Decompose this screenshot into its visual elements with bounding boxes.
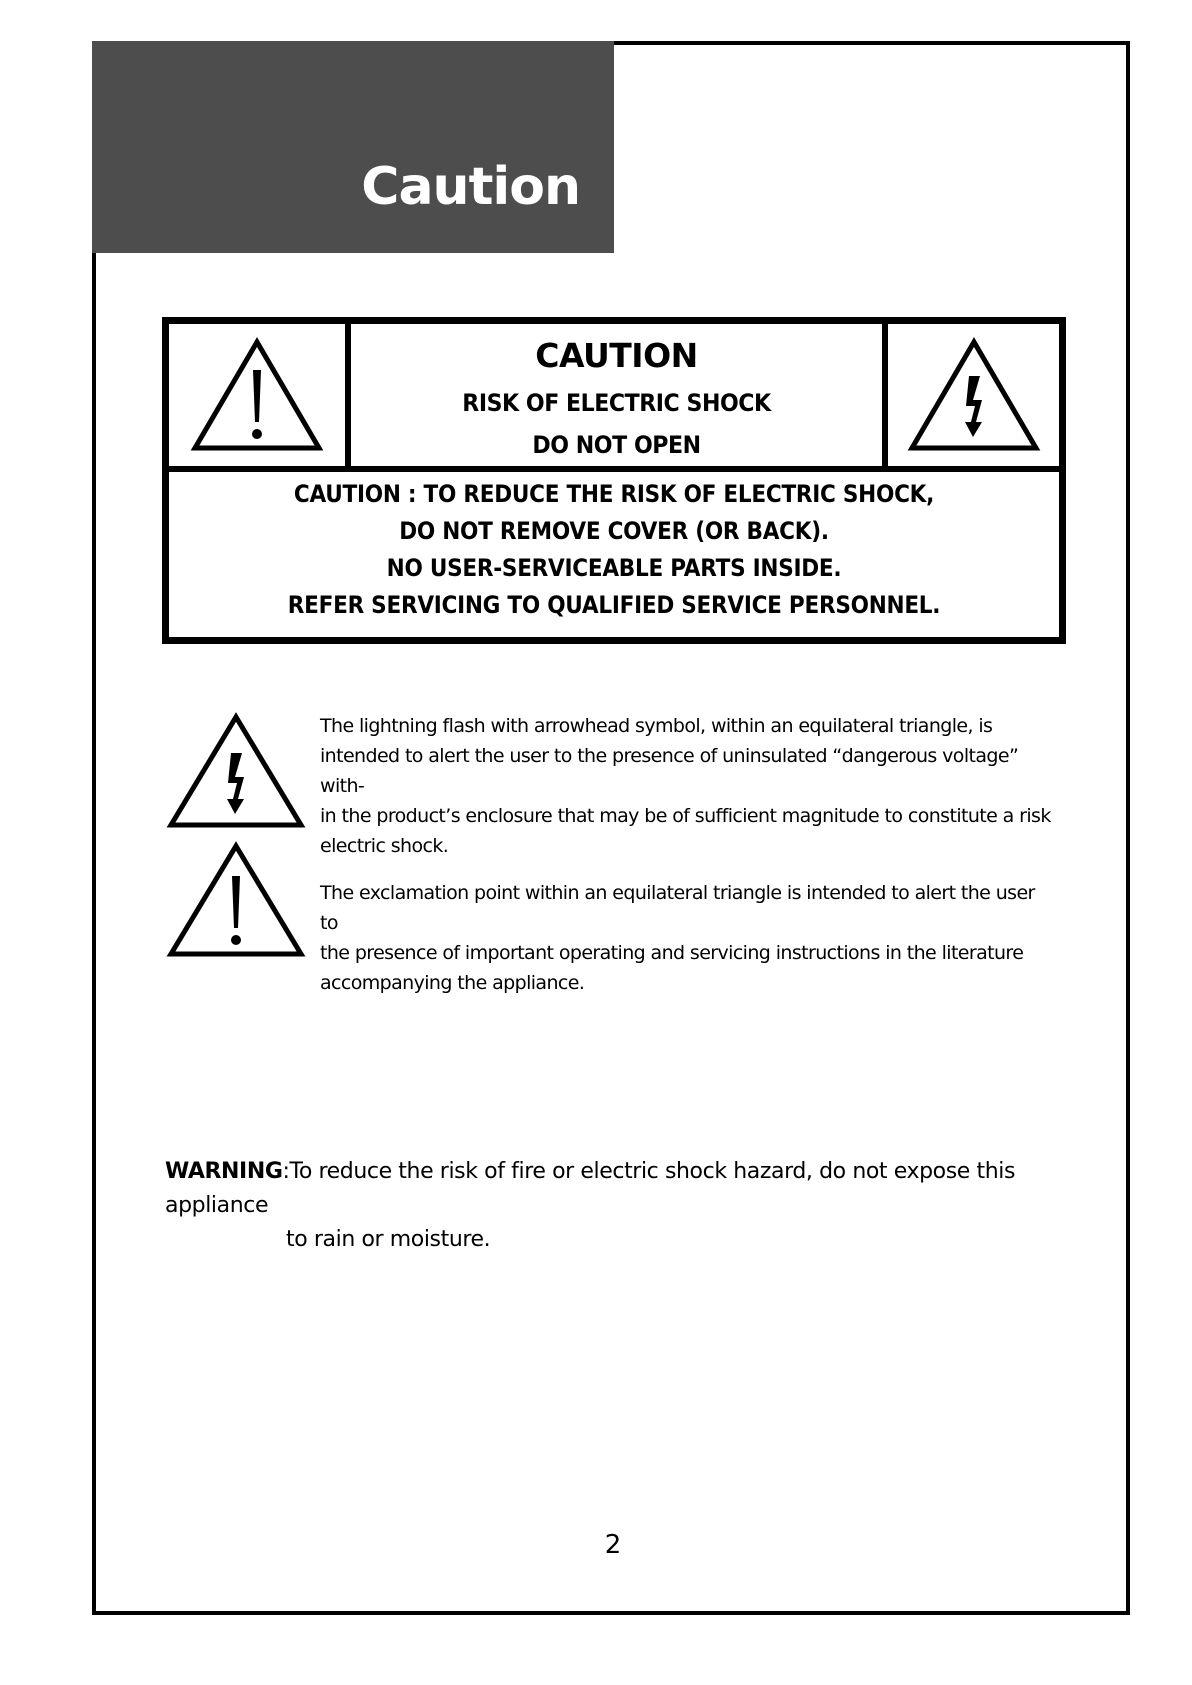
caution-label-instructions — [169, 472, 1059, 637]
caution-instruction-line: DO NOT REMOVE COVER (OR BACK). — [399, 517, 829, 545]
exclamation-warning-icon — [189, 336, 325, 454]
caution-instruction-line: CAUTION : TO REDUCE THE RISK OF ELECTRIC SHOCK, — [293, 480, 935, 508]
caution-instruction-line: NO USER-SERVICEABLE PARTS INSIDE. — [386, 554, 842, 582]
text-line: in the product’s enclosure that may be of sufficient magnitude to constitute a risk — [320, 805, 1051, 827]
exclamation-symbol-explanation — [162, 840, 1062, 994]
caution-label-title: CAUTION — [535, 336, 698, 375]
exclamation-warning-icon — [165, 840, 307, 960]
caution-instruction-line: REFER SERVICING TO QUALIFIED SERVICE PERSONNEL. — [287, 591, 941, 619]
text-line: The lightning flash with arrowhead symbol, within an equilateral triangle, is — [320, 715, 993, 737]
text-line: intended to alert the user to the presence of uninsulated “dangerous voltage” with- — [320, 745, 1019, 797]
text-line: The exclamation point within an equilateral triangle is intended to alert the user to — [320, 882, 1035, 934]
warning-line-1 — [165, 1155, 1105, 1223]
caution-label-left-cell — [169, 324, 351, 466]
text-line: electric shock. — [320, 835, 449, 857]
caution-label-text — [351, 324, 882, 466]
lightning-warning-icon — [906, 336, 1042, 454]
page-number: 2 — [604, 1530, 622, 1560]
warning-label: WARNING — [165, 1159, 283, 1184]
text-line: the presence of important operating and servicing instructions in the literature — [320, 942, 1024, 964]
caution-label-line-2: DO NOT OPEN — [532, 431, 701, 459]
text-line: accompanying the appliance. — [320, 972, 585, 994]
caution-label-right-cell — [882, 324, 1059, 466]
lightning-warning-icon — [165, 711, 307, 831]
caution-label-top — [169, 324, 1059, 472]
lightning-symbol-explanation — [162, 711, 1062, 857]
page-title: Caution — [361, 157, 580, 217]
header-banner — [92, 41, 614, 253]
caution-label-line-1: RISK OF ELECTRIC SHOCK — [462, 389, 771, 417]
exclamation-symbol-text — [320, 878, 1055, 998]
lightning-symbol-text — [320, 711, 1055, 861]
warning-statement — [165, 1155, 1105, 1257]
caution-label-box — [162, 317, 1066, 644]
warning-line-2: to rain or moisture. — [286, 1227, 491, 1252]
warning-text: :To reduce the risk of fire or electric shock hazard, do not expose this appliance — [165, 1159, 1016, 1218]
